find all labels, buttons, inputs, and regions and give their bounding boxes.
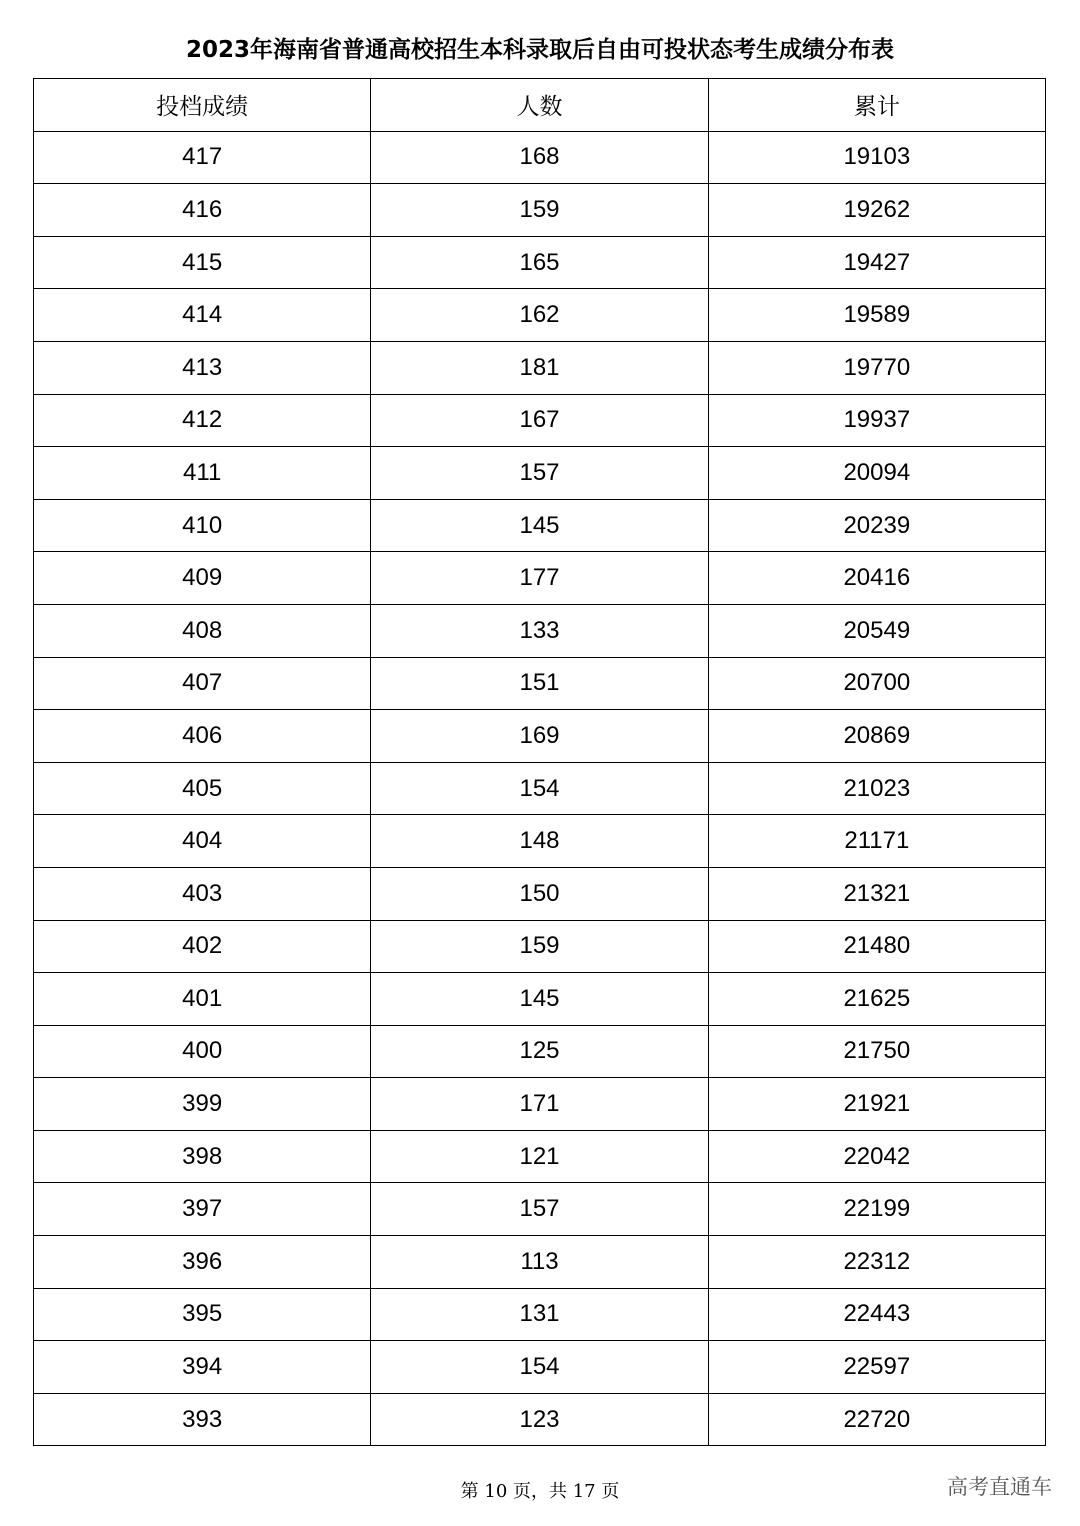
cell-cumulative: 19103 — [708, 131, 1045, 184]
cell-score: 406 — [34, 710, 371, 763]
table-row — [34, 1341, 1046, 1394]
cell-count: 159 — [371, 920, 708, 973]
cell-cumulative: 22312 — [708, 1236, 1045, 1289]
cell-score: 409 — [34, 552, 371, 605]
cell-score: 400 — [34, 1025, 371, 1078]
table-row — [34, 184, 1046, 237]
cell-cumulative: 21750 — [708, 1025, 1045, 1078]
table-row — [34, 920, 1046, 973]
cell-count: 157 — [371, 1183, 708, 1236]
page-number: 第 10 页，共 17 页 — [460, 1481, 620, 1502]
cell-cumulative: 21171 — [708, 815, 1045, 868]
cell-count: 151 — [371, 657, 708, 710]
cell-count: 145 — [371, 973, 708, 1026]
cell-count: 123 — [371, 1393, 708, 1446]
table-row — [34, 447, 1046, 500]
cell-score: 399 — [34, 1078, 371, 1131]
cell-cumulative: 20869 — [708, 710, 1045, 763]
cell-cumulative: 21321 — [708, 867, 1045, 920]
cell-score: 393 — [34, 1393, 371, 1446]
cell-cumulative: 20239 — [708, 499, 1045, 552]
cell-cumulative: 21480 — [708, 920, 1045, 973]
score-distribution-table — [33, 78, 1046, 1446]
cell-count: 145 — [371, 499, 708, 552]
cell-cumulative: 21023 — [708, 762, 1045, 815]
cell-score: 417 — [34, 131, 371, 184]
cell-cumulative: 20549 — [708, 604, 1045, 657]
table-row — [34, 1025, 1046, 1078]
cell-cumulative: 19589 — [708, 289, 1045, 342]
cell-score: 410 — [34, 499, 371, 552]
cell-count: 167 — [371, 394, 708, 447]
table-row — [34, 1078, 1046, 1131]
table-body — [34, 131, 1046, 1446]
cell-score: 407 — [34, 657, 371, 710]
cell-count: 150 — [371, 867, 708, 920]
cell-cumulative: 21625 — [708, 973, 1045, 1026]
cell-cumulative: 20700 — [708, 657, 1045, 710]
cell-score: 413 — [34, 341, 371, 394]
table-row — [34, 710, 1046, 763]
cell-count: 131 — [371, 1288, 708, 1341]
cell-score: 403 — [34, 867, 371, 920]
cell-cumulative: 22720 — [708, 1393, 1045, 1446]
cell-score: 416 — [34, 184, 371, 237]
table-row — [34, 762, 1046, 815]
cell-score: 404 — [34, 815, 371, 868]
table-row — [34, 552, 1046, 605]
table-row — [34, 815, 1046, 868]
cell-cumulative: 22443 — [708, 1288, 1045, 1341]
table-row — [34, 1130, 1046, 1183]
cell-cumulative: 22042 — [708, 1130, 1045, 1183]
cell-score: 398 — [34, 1130, 371, 1183]
header-score: 投档成绩 — [34, 79, 371, 132]
cell-cumulative: 21921 — [708, 1078, 1045, 1131]
table-row — [34, 1393, 1046, 1446]
cell-score: 415 — [34, 236, 371, 289]
cell-score: 401 — [34, 973, 371, 1026]
cell-count: 154 — [371, 1341, 708, 1394]
cell-count: 157 — [371, 447, 708, 500]
cell-count: 162 — [371, 289, 708, 342]
cell-count: 165 — [371, 236, 708, 289]
cell-count: 159 — [371, 184, 708, 237]
cell-count: 121 — [371, 1130, 708, 1183]
cell-cumulative: 19937 — [708, 394, 1045, 447]
cell-score: 396 — [34, 1236, 371, 1289]
document-title: 2023年海南省普通高校招生本科录取后自由可投状态考生成绩分布表 — [185, 37, 894, 63]
cell-count: 177 — [371, 552, 708, 605]
cell-count: 168 — [371, 131, 708, 184]
cell-cumulative: 20094 — [708, 447, 1045, 500]
cell-cumulative: 22199 — [708, 1183, 1045, 1236]
cell-score: 395 — [34, 1288, 371, 1341]
table-row — [34, 1183, 1046, 1236]
table-row — [34, 341, 1046, 394]
table-row — [34, 394, 1046, 447]
cell-score: 402 — [34, 920, 371, 973]
header-count: 人数 — [371, 79, 708, 132]
cell-count: 154 — [371, 762, 708, 815]
table-row — [34, 131, 1046, 184]
cell-count: 113 — [371, 1236, 708, 1289]
table-row — [34, 657, 1046, 710]
cell-count: 148 — [371, 815, 708, 868]
cell-cumulative: 19262 — [708, 184, 1045, 237]
table-row — [34, 289, 1046, 342]
cell-count: 181 — [371, 341, 708, 394]
table-row — [34, 1236, 1046, 1289]
watermark-text: 高考直通车 — [947, 1475, 1052, 1499]
header-cumulative: 累计 — [708, 79, 1045, 132]
table-row — [34, 867, 1046, 920]
cell-score: 411 — [34, 447, 371, 500]
table-row — [34, 604, 1046, 657]
table-row — [34, 973, 1046, 1026]
table-header-row — [34, 79, 1046, 132]
cell-cumulative: 20416 — [708, 552, 1045, 605]
table-row — [34, 236, 1046, 289]
cell-score: 405 — [34, 762, 371, 815]
cell-count: 125 — [371, 1025, 708, 1078]
cell-score: 412 — [34, 394, 371, 447]
cell-score: 397 — [34, 1183, 371, 1236]
cell-count: 133 — [371, 604, 708, 657]
cell-score: 394 — [34, 1341, 371, 1394]
cell-cumulative: 19427 — [708, 236, 1045, 289]
table-row — [34, 499, 1046, 552]
table-row — [34, 1288, 1046, 1341]
cell-score: 414 — [34, 289, 371, 342]
cell-count: 171 — [371, 1078, 708, 1131]
cell-count: 169 — [371, 710, 708, 763]
cell-cumulative: 22597 — [708, 1341, 1045, 1394]
cell-cumulative: 19770 — [708, 341, 1045, 394]
cell-score: 408 — [34, 604, 371, 657]
